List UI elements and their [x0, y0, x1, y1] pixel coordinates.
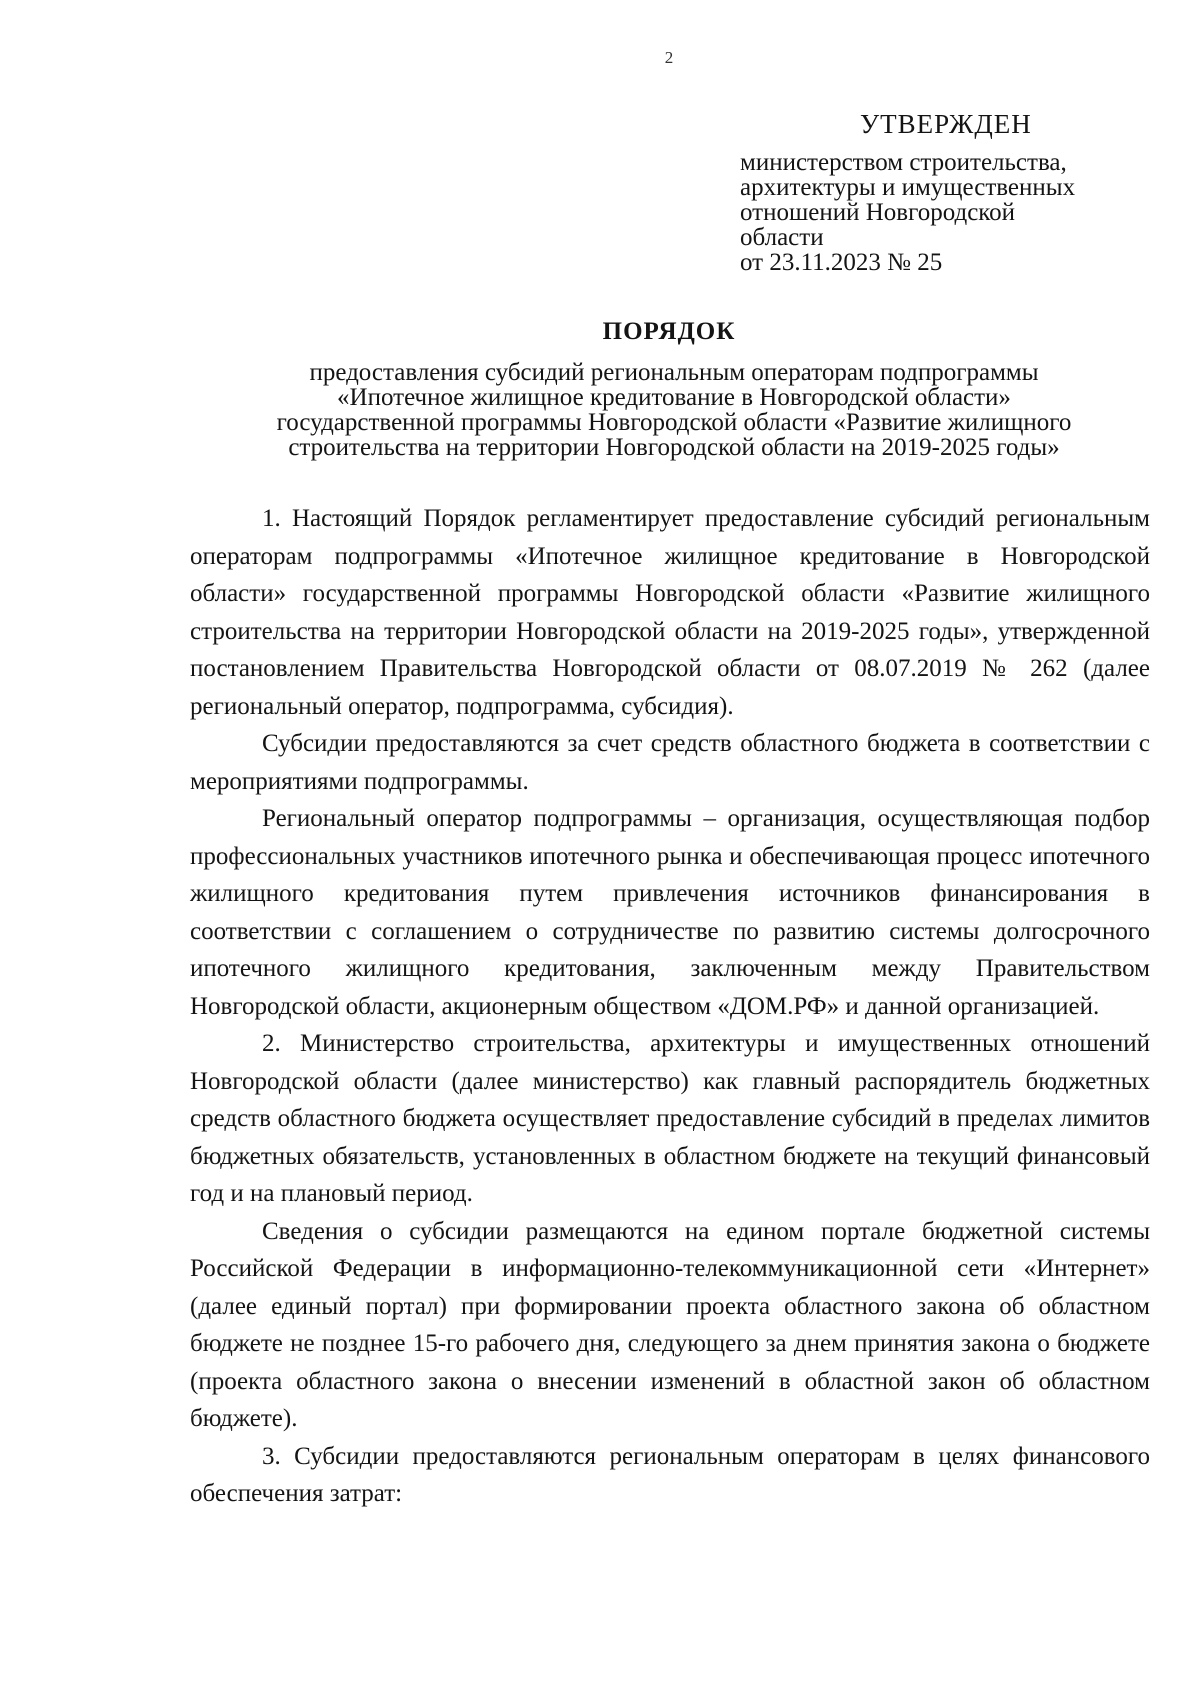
subtitle-line: «Ипотечное жилищное кредитование в Новгородской области»: [337, 384, 1011, 411]
approval-line: отношений Новгородской: [740, 199, 1016, 226]
subtitle-line: государственной программы Новгородской области «Развитие жилищного: [276, 409, 1072, 436]
paragraph: Сведения о субсидии размещаются на едином портале бюджетной системы Российской Федерации в информационно-телекоммуникационной сети «Интернет» (далее единый портал) при формировании проекта областного закона об областном бюджете не позднее 15-го рабочего дня, следующего за днем принятия закона о бюджете (проекта областного закона о внесении изменений в областной закон об областном бюджете).: [190, 1217, 1150, 1432]
approval-title: УТВЕРЖДЕН: [860, 109, 1032, 139]
paragraph: Региональный оператор подпрограммы – организация, осуществляющая подбор профессиональных участников ипотечного рынка и обеспечивающая процесс ипотечного жилищного кредитования путем привлечения источников финансирования в соответствии с соглашением о сотрудничестве по развитию системы долгосрочного ипотечного жилищного кредитования, заключенным между Правительством Новгородской области, акционерным обществом «ДОМ.РФ» и данной организацией.: [190, 805, 1150, 1020]
document-title: ПОРЯДОК: [602, 318, 736, 345]
paragraph: 2. Министерство строительства, архитектуры и имущественных отношений Новгородской области (далее министерство) как главный распорядитель бюджетных средств областного бюджета осуществляет предоставление субсидий в пределах лимитов бюджетных обязательств, установленных в областном бюджете на текущий финансовый год и на плановый период.: [190, 1030, 1150, 1207]
page-number: 2: [664, 48, 674, 67]
document-subtitle: [150, 360, 1198, 460]
paragraph: 1. Настоящий Порядок регламентирует предоставление субсидий региональным операторам подпрограммы «Ипотечное жилищное кредитование в Новгородской области» государственной программы Новгородской области «Развитие жилищного строительства на территории Новгородской области на 2019-2025 годы», утвержденной постановлением Правительства Новгородской области от 08.07.2019 № 262 (далее региональный оператор, подпрограмма, субсидия).: [190, 505, 1150, 720]
approval-date: от 23.11.2023 № 25: [740, 249, 943, 276]
subtitle-line: строительства на территории Новгородской области на 2019-2025 годы»: [288, 434, 1060, 461]
paragraph: 3. Субсидии предоставляются региональным операторам в целях финансового обеспечения затрат:: [190, 1442, 1150, 1507]
approval-line: министерством строительства,: [740, 149, 1067, 176]
document-body: [190, 500, 1150, 1513]
approval-line: области: [740, 224, 824, 251]
approval-stamp: [740, 108, 1160, 275]
subtitle-line: предоставления субсидий региональным операторам подпрограммы: [309, 359, 1039, 386]
approval-line: архитектуры и имущественных: [740, 174, 1076, 201]
paragraph: Субсидии предоставляются за счет средств областного бюджета в соответствии с мероприятиями подпрограммы.: [190, 730, 1150, 795]
